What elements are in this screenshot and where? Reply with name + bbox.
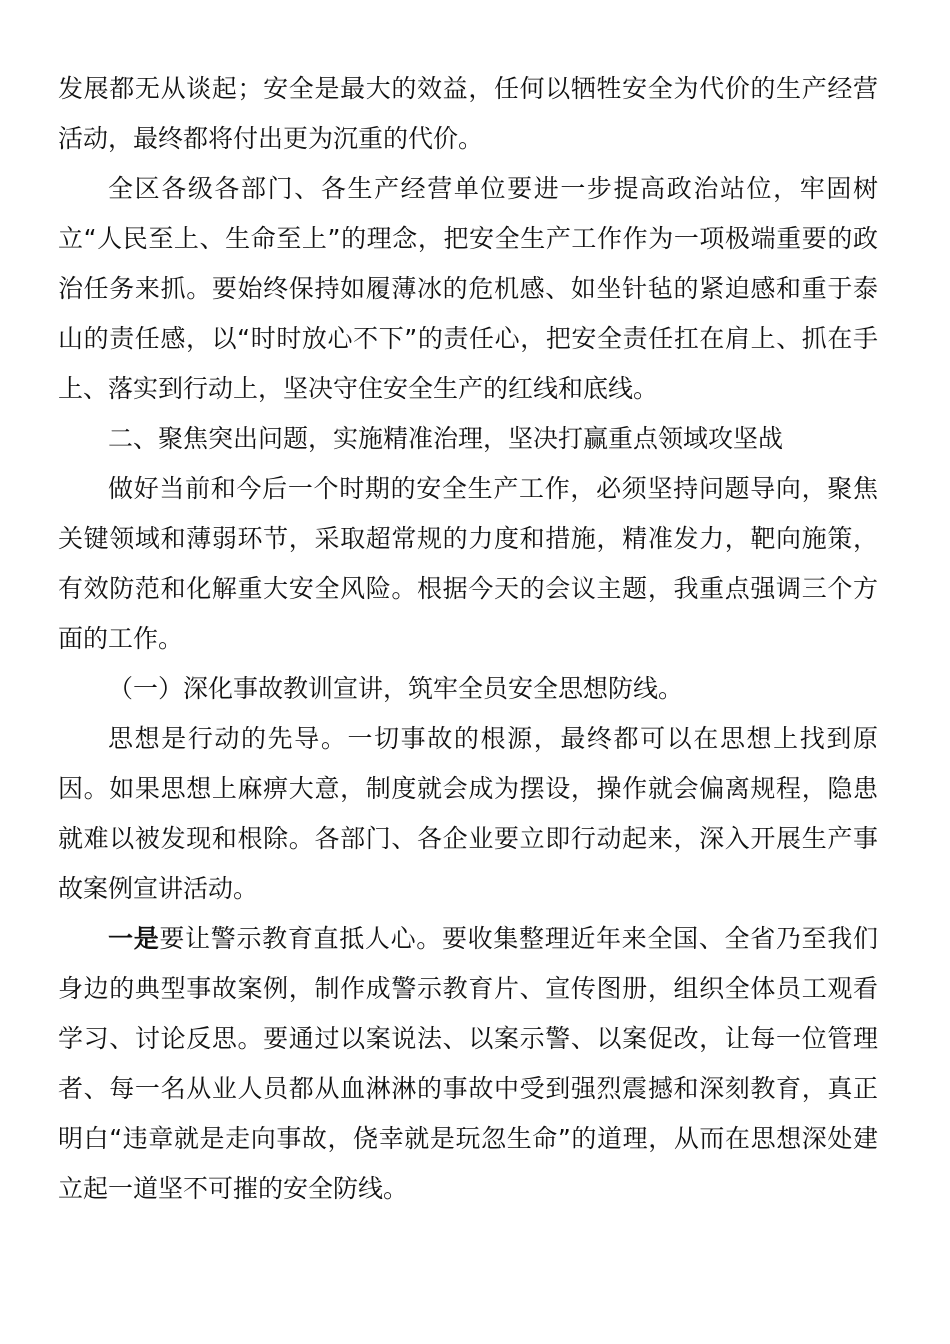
point-one-lead: 一是 bbox=[108, 924, 160, 953]
paragraph-continuation: 发展都无从谈起；安全是最大的效益，任何以牺牲安全为代价的生产经营活动，最终都将付出更为沉重的代价。 bbox=[58, 74, 878, 153]
subsection-heading-one: （一）深化事故教训宣讲，筑牢全员安全思想防线。 bbox=[108, 674, 684, 703]
document-body bbox=[58, 64, 878, 1214]
paragraph-political-stance: 全区各级各部门、各生产经营单位要进一步提高政治站位，牢固树立“人民至上、生命至上”的理念，把安全生产工作作为一项极端重要的政治任务来抓。要始终保持如履薄冰的危机感、如坐针毡的紧迫感和重于泰山的责任感，以“时时放心不下”的责任心，把安全责任扛在肩上、抓在手上、落实到行动上，坚决守住安全生产的红线和底线。 bbox=[58, 174, 878, 403]
paragraph-thought-guidance: 思想是行动的先导。一切事故的根源，最终都可以在思想上找到原因。如果思想上麻痹大意，制度就会成为摆设，操作就会偏离规程，隐患就难以被发现和根除。各部门、各企业要立即行动起来，深入开展生产事故案例宣讲活动。 bbox=[58, 724, 878, 903]
paragraph-problem-oriented: 做好当前和今后一个时期的安全生产工作，必须坚持问题导向，聚焦关键领域和薄弱环节，采取超常规的力度和措施，精准发力，靶向施策，有效防范和化解重大安全风险。根据今天的会议主题，我重点强调三个方面的工作。 bbox=[58, 474, 878, 653]
paragraph-warning-education bbox=[58, 914, 878, 1214]
point-one-text: 要让警示教育直抵人心。要收集整理近年来全国、全省乃至我们身边的典型事故案例，制作成警示教育片、宣传图册，组织全体员工观看学习、讨论反思。要通过以案说法、以案示警、以案促改，让每一位管理者、每一名从业人员都从血淋淋的事故中受到强烈震撼和深刻教育，真正明白“违章就是走向事故，侥幸就是玩忽生命”的道理，从而在思想深处建立起一道坚不可摧的安全防线。 bbox=[58, 924, 878, 1203]
section-heading-two: 二、聚焦突出问题，实施精准治理，坚决打赢重点领域攻坚战 bbox=[108, 424, 784, 453]
